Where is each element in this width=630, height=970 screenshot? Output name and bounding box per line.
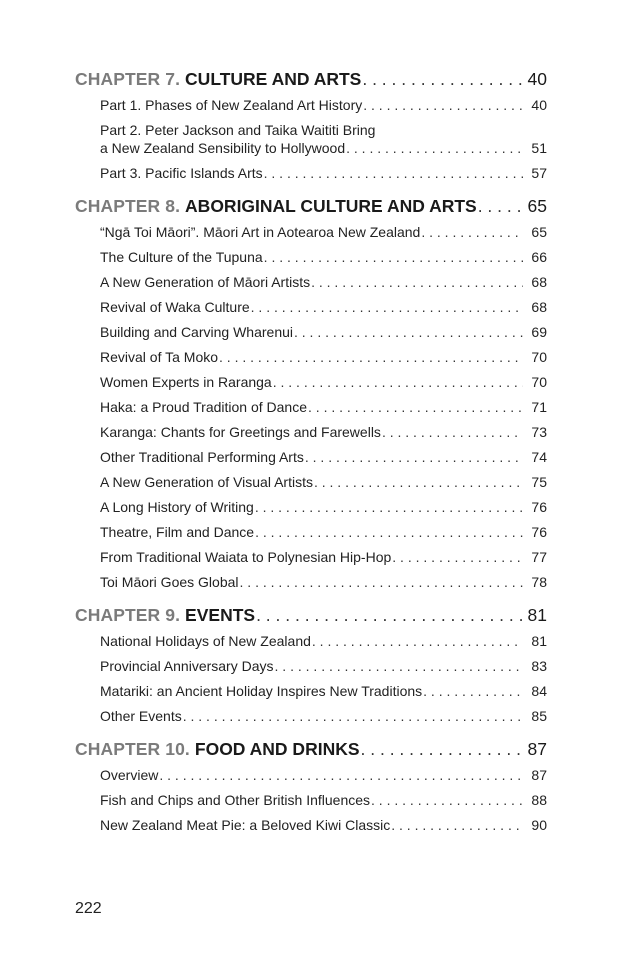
leader-dots — [311, 273, 523, 291]
entry-title: Fish and Chips and Other British Influences — [100, 791, 371, 808]
leader-dots — [382, 423, 523, 441]
entry-page: 84 — [531, 682, 547, 699]
toc-entry[interactable] — [100, 244, 547, 269]
entry-page: 74 — [531, 448, 547, 465]
leader-dots — [275, 657, 523, 675]
entry-page: 66 — [531, 248, 547, 265]
leader-dots — [305, 448, 523, 466]
chapter-heading-8[interactable] — [75, 195, 547, 217]
toc-entry[interactable] — [100, 344, 547, 369]
toc-entry[interactable] — [100, 160, 547, 185]
toc-entry[interactable] — [100, 703, 547, 728]
entry-page: 71 — [531, 398, 547, 415]
chapter-7-entries — [100, 92, 547, 185]
chapter-number: CHAPTER 8. — [75, 196, 181, 216]
entry-title: A New Generation of Visual Artists — [100, 473, 313, 490]
leader-dots — [421, 223, 523, 241]
toc-entry[interactable] — [100, 369, 547, 394]
entry-title: Overview — [100, 766, 159, 783]
leader-dots — [255, 523, 523, 541]
table-of-contents — [75, 68, 547, 837]
entry-page: 76 — [531, 498, 547, 515]
entry-title: Matariki: an Ancient Holiday Inspires New Traditions — [100, 682, 423, 699]
entry-page: 68 — [531, 298, 547, 315]
chapter-8-entries — [100, 219, 547, 594]
entry-page: 81 — [531, 632, 547, 649]
entry-title: Women Experts in Raranga — [100, 373, 272, 390]
entry-title: A New Generation of Māori Artists — [100, 273, 311, 290]
toc-entry[interactable] — [100, 544, 547, 569]
leader-dots — [264, 248, 523, 266]
entry-title: Theatre, Film and Dance — [100, 523, 255, 540]
entry-page: 51 — [531, 139, 547, 156]
toc-entry[interactable] — [100, 762, 547, 787]
leader-dots — [371, 791, 523, 809]
entry-page: 77 — [531, 548, 547, 565]
entry-page: 88 — [531, 791, 547, 808]
entry-title: New Zealand Meat Pie: a Beloved Kiwi Classic — [100, 816, 391, 833]
entry-title-line2: a New Zealand Sensibility to Hollywood — [100, 139, 346, 156]
chapter-title: EVENTS — [185, 605, 256, 625]
entry-page: 73 — [531, 423, 547, 440]
toc-entry[interactable] — [100, 219, 547, 244]
chapter-heading-9[interactable] — [75, 604, 547, 626]
toc-entry[interactable] — [100, 569, 547, 594]
leader-dots — [255, 498, 523, 516]
entry-page: 90 — [531, 816, 547, 833]
entry-title: Karanga: Chants for Greetings and Farewells — [100, 423, 381, 440]
entry-title: Other Traditional Performing Arts — [100, 448, 304, 465]
entry-page: 75 — [531, 473, 547, 490]
leader-dots — [478, 195, 522, 217]
toc-entry[interactable] — [100, 269, 547, 294]
entry-page: 69 — [531, 323, 547, 340]
chapter-heading-7[interactable] — [75, 68, 547, 90]
entry-page: 40 — [531, 96, 547, 113]
entry-page: 68 — [531, 273, 547, 290]
chapter-title: ABORIGINAL CULTURE AND ARTS — [185, 196, 477, 216]
entry-title: Part 3. Pacific Islands Arts — [100, 164, 263, 181]
toc-entry[interactable] — [100, 294, 547, 319]
entry-title: Other Events — [100, 707, 182, 724]
leader-dots — [294, 323, 523, 341]
leader-dots — [392, 548, 523, 566]
toc-entry[interactable] — [100, 92, 547, 117]
chapter-number: CHAPTER 9. — [75, 605, 181, 625]
entry-line2 — [100, 139, 547, 157]
toc-entry[interactable] — [100, 628, 547, 653]
leader-dots — [391, 816, 523, 834]
chapter-heading-10[interactable] — [75, 738, 547, 760]
toc-entry[interactable] — [100, 519, 547, 544]
leader-dots — [363, 96, 523, 114]
toc-entry[interactable] — [100, 678, 547, 703]
leader-dots — [346, 139, 523, 157]
chapter-page: 65 — [527, 196, 547, 216]
entry-page: 70 — [531, 373, 547, 390]
chapter-page: 87 — [527, 739, 547, 759]
leader-dots — [183, 707, 523, 725]
entry-page: 57 — [531, 164, 547, 181]
toc-entry[interactable] — [100, 394, 547, 419]
toc-entry[interactable] — [100, 444, 547, 469]
entry-title: Provincial Anniversary Days — [100, 657, 274, 674]
leader-dots — [308, 398, 523, 416]
toc-entry[interactable] — [100, 494, 547, 519]
entry-title: Revival of Ta Moko — [100, 348, 219, 365]
leader-dots — [264, 164, 523, 182]
chapter-page: 40 — [527, 69, 547, 89]
leader-dots — [273, 373, 523, 391]
leader-dots — [251, 298, 523, 316]
toc-entry[interactable] — [100, 319, 547, 344]
entry-page: 65 — [531, 223, 547, 240]
leader-dots — [312, 632, 523, 650]
entry-title: The Culture of the Tupuna — [100, 248, 263, 265]
entry-title: National Holidays of New Zealand — [100, 632, 311, 649]
toc-entry[interactable] — [100, 653, 547, 678]
chapter-number: CHAPTER 7. — [75, 69, 181, 89]
entry-page: 70 — [531, 348, 547, 365]
leader-dots — [423, 682, 523, 700]
entry-page: 85 — [531, 707, 547, 724]
toc-entry[interactable] — [100, 117, 547, 160]
leader-dots — [240, 573, 523, 591]
entry-title: Building and Carving Wharenui — [100, 323, 293, 340]
leader-dots — [159, 766, 523, 784]
entry-title: From Traditional Waiata to Polynesian Hip-Hop — [100, 548, 392, 565]
leader-dots — [219, 348, 523, 366]
chapter-title: FOOD AND DRINKS — [194, 739, 360, 759]
entry-title: Revival of Waka Culture — [100, 298, 250, 315]
entry-title: A Long History of Writing — [100, 498, 254, 515]
page-number: 222 — [75, 900, 102, 917]
chapter-title: CULTURE AND ARTS — [185, 69, 362, 89]
entry-title: Haka: a Proud Tradition of Dance — [100, 398, 308, 415]
leader-dots — [256, 604, 521, 626]
leader-dots — [314, 473, 523, 491]
leader-dots — [361, 738, 522, 760]
toc-entry[interactable] — [100, 469, 547, 494]
entry-page: 87 — [531, 766, 547, 783]
entry-page: 76 — [531, 523, 547, 540]
entry-title: Part 1. Phases of New Zealand Art History — [100, 96, 363, 113]
entry-page: 83 — [531, 657, 547, 674]
toc-entry[interactable] — [100, 787, 547, 812]
entry-title: Toi Māori Goes Global — [100, 573, 239, 590]
chapter-page: 81 — [527, 605, 547, 625]
toc-entry[interactable] — [100, 812, 547, 837]
leader-dots — [362, 68, 521, 90]
entry-title-line1: Part 2. Peter Jackson and Taika Waititi Bring — [100, 121, 376, 138]
entry-page: 78 — [531, 573, 547, 590]
chapter-9-entries — [100, 628, 547, 728]
chapter-10-entries — [100, 762, 547, 837]
entry-title: “Ngā Toi Māori”. Māori Art in Aotearoa New Zealand — [100, 223, 421, 240]
chapter-number: CHAPTER 10. — [75, 739, 190, 759]
toc-entry[interactable] — [100, 419, 547, 444]
